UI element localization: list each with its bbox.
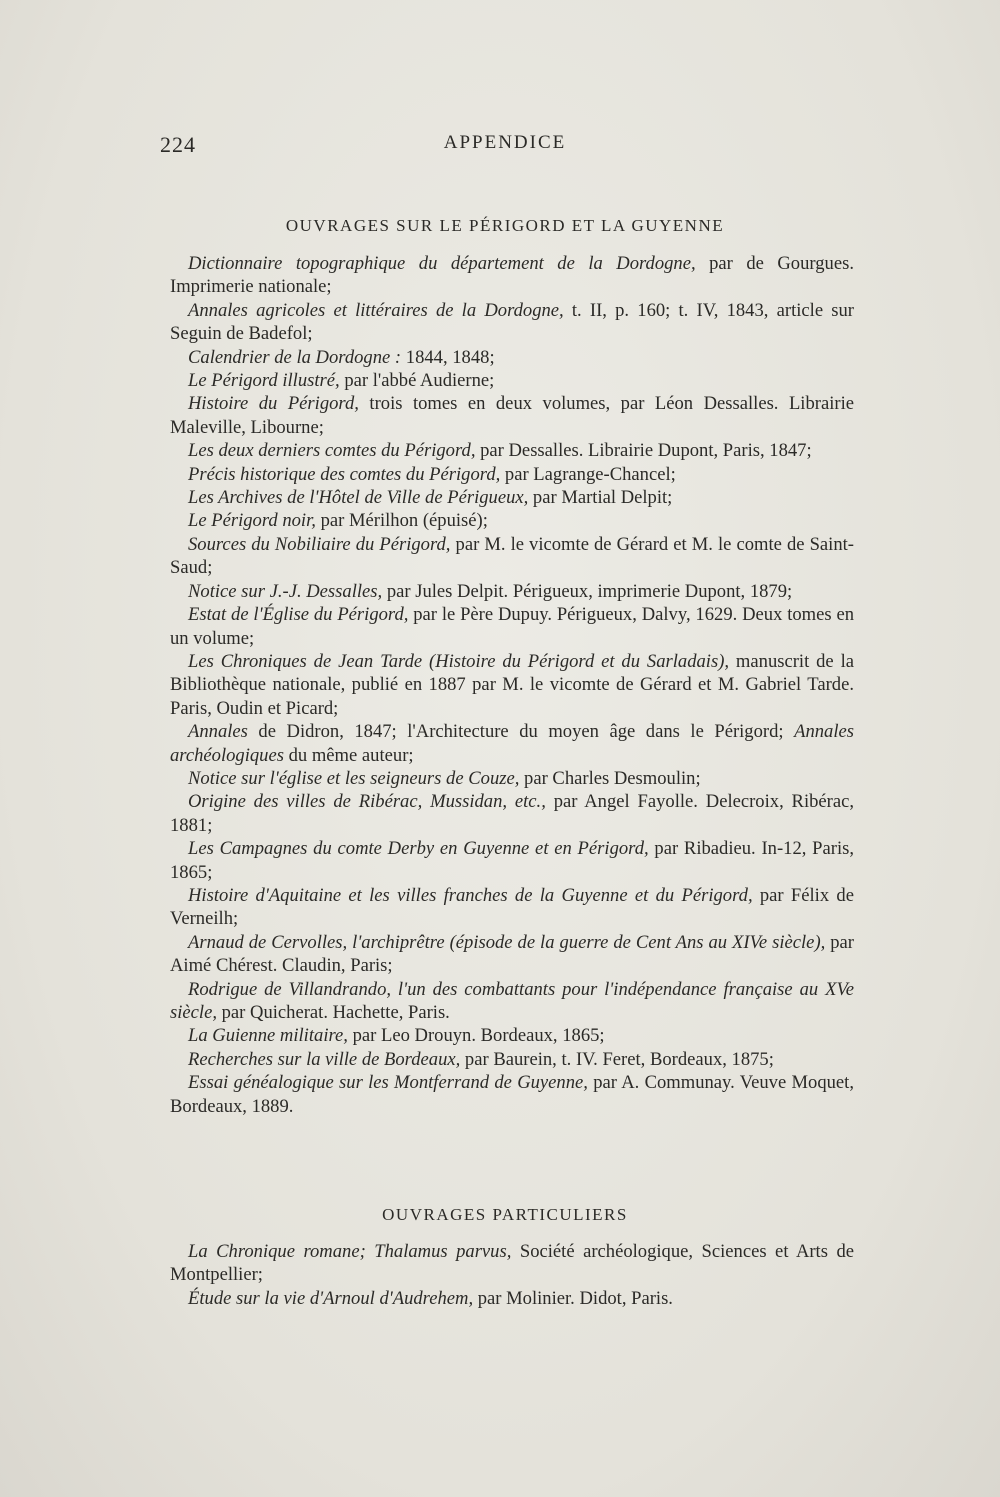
section-title-ouvrages-particuliers: OUVRAGES PARTICULIERS	[382, 1205, 628, 1224]
entry-title: Les Campagnes du comte Derby en Guyenne et en Périgord,	[188, 838, 649, 860]
bibliography-entry	[170, 1024, 854, 1047]
entry-title: Dictionnaire topographique du département de la Dordogne,	[188, 253, 696, 274]
entry-details: par Félix de Verneilh;	[170, 884, 854, 930]
entry-details: par Charles Desmoulin;	[519, 767, 701, 789]
entry-title: Notice sur J.-J. Dessalles,	[188, 580, 383, 602]
entry-details: de Didron, 1847; l'Architecture du moyen âge dans le Périgord;	[247, 721, 795, 743]
entry-details-secondary: du même auteur;	[283, 744, 414, 766]
bibliography-entry	[170, 720, 854, 767]
entry-title: Origine des villes de Ribérac, Mussidan, etc.,	[188, 791, 546, 813]
entry-title: La Chronique romane; Thalamus parvus,	[188, 1241, 512, 1262]
entry-title: Le Périgord illustré,	[188, 370, 340, 392]
bibliography-entry	[170, 463, 854, 486]
entry-details: par Leo Drouyn. Bordeaux, 1865;	[347, 1025, 605, 1047]
bibliography-entry	[170, 1048, 854, 1071]
entry-details: par Angel Fayolle. Delecroix, Ribérac, 1881;	[170, 791, 855, 836]
entry-title: Les deux derniers comtes du Périgord,	[188, 440, 476, 462]
entry-details: manuscrit de la Bibliothèque nationale, publié en 1887 par M. le vicomte de Gérard et M. Gabriel Tarde. Paris, Oudin et Picard;	[170, 650, 854, 719]
bibliography-entry	[170, 931, 854, 978]
bibliography-list-particuliers	[170, 1240, 854, 1310]
entry-details: par Quicherat. Hachette, Paris.	[216, 1002, 450, 1023]
entry-title: Annales agricoles et littéraires de la Dordogne,	[188, 299, 564, 321]
entry-title-secondary: Annales archéologiques	[170, 721, 854, 766]
bibliography-entry	[170, 533, 854, 580]
entry-details: 1844, 1848;	[401, 346, 495, 368]
bibliography-entry	[170, 790, 854, 837]
entry-details: par Martial Delpit;	[528, 487, 673, 509]
entry-details: par Jules Delpit. Périgueux, imprimerie Dupont, 1879;	[382, 580, 793, 602]
entry-details: par Baurein, t. IV. Feret, Bordeaux, 1875;	[460, 1048, 774, 1070]
section-title-perigord-guyenne: OUVRAGES SUR LE PÉRIGORD ET LA GUYENNE	[285, 216, 725, 235]
bibliography-entry	[170, 1240, 854, 1287]
entry-details: par Ribadieu. In-12, Paris, 1865;	[170, 838, 854, 883]
entry-title: Estat de l'Église du Périgord,	[188, 604, 409, 626]
entry-title: Histoire du Périgord,	[188, 393, 359, 415]
entry-details: par Mérilhon (épuisé);	[315, 510, 488, 532]
bibliography-entry	[170, 346, 854, 369]
bibliography-entry	[170, 767, 854, 790]
entry-title: Sources du Nobiliaire du Périgord,	[188, 533, 451, 555]
entry-details: par A. Communay. Veuve Moquet, Bordeaux, 1889.	[170, 1072, 854, 1117]
entry-details: par Aimé Chérest. Claudin, Paris;	[170, 931, 854, 977]
bibliography-entry	[170, 1071, 854, 1118]
entry-details: par Lagrange-Chancel;	[500, 463, 676, 485]
running-head	[160, 132, 850, 162]
entry-details: par de Gourgues. Imprimerie nationale;	[170, 253, 854, 298]
entry-details: Société archéologique, Sciences et Arts de Montpellier;	[170, 1241, 854, 1286]
entry-details: trois tomes en deux volumes, par Léon Dessalles. Librairie Maleville, Libourne;	[170, 393, 854, 438]
bibliography-entry	[170, 837, 854, 884]
running-title: APPENDICE	[443, 132, 567, 153]
bibliography-entry	[170, 650, 854, 720]
entry-title: Rodrigue de Villandrando, l'un des combattants pour l'indépendance française au XVe siècle,	[170, 978, 854, 1023]
bibliography-entry	[170, 299, 854, 346]
entry-title: Étude sur la vie d'Arnoul d'Audrehem,	[188, 1287, 474, 1309]
bibliography-entry	[170, 978, 854, 1025]
entry-details: par le Père Dupuy. Périgueux, Dalvy, 1629. Deux tomes en un volume;	[170, 604, 854, 649]
bibliography-list-perigord-guyenne	[170, 252, 854, 1118]
entry-title: Histoire d'Aquitaine et les villes franches de la Guyenne et du Périgord,	[188, 884, 753, 906]
entry-details: par Molinier. Didot, Paris.	[473, 1287, 673, 1309]
bibliography-entry	[170, 369, 854, 392]
entry-details: par Dessalles. Librairie Dupont, Paris, 1847;	[475, 440, 812, 462]
bibliography-entry	[170, 439, 854, 462]
bibliography-entry	[170, 486, 854, 509]
entry-details: par M. le vicomte de Gérard et M. le comte de Saint-Saud;	[170, 533, 854, 579]
entry-title: Les Chroniques de Jean Tarde (Histoire du Périgord et du Sarladais),	[188, 650, 730, 672]
entry-title: Essai généalogique sur les Montferrand de Guyenne,	[188, 1072, 588, 1094]
bibliography-entry	[170, 884, 854, 931]
bibliography-entry	[170, 1287, 854, 1310]
bibliography-entry	[170, 603, 854, 650]
bibliography-entry	[170, 509, 854, 532]
entry-title: Les Archives de l'Hôtel de Ville de Périgueux,	[188, 487, 529, 509]
entry-details: t. II, p. 160; t. IV, 1843, article sur Seguin de Badefol;	[170, 299, 854, 345]
page-number: 224	[160, 132, 196, 157]
entry-title: Le Périgord noir,	[188, 510, 316, 532]
entry-title: Recherches sur la ville de Bordeaux,	[188, 1048, 461, 1070]
entry-details: par l'abbé Audierne;	[339, 370, 495, 392]
entry-title: La Guienne militaire,	[188, 1025, 348, 1047]
entry-title: Calendrier de la Dordogne :	[188, 346, 402, 368]
entry-title: Arnaud de Cervolles, l'archiprêtre (épisode de la guerre de Cent Ans au XIVe siècle),	[188, 931, 826, 953]
entry-title: Notice sur l'église et les seigneurs de Couze,	[188, 767, 520, 789]
entry-title: Précis historique des comtes du Périgord,	[188, 463, 501, 485]
bibliography-entry	[170, 580, 854, 603]
entry-title: Annales	[188, 721, 248, 743]
bibliography-entry	[170, 252, 854, 299]
bibliography-entry	[170, 392, 854, 439]
